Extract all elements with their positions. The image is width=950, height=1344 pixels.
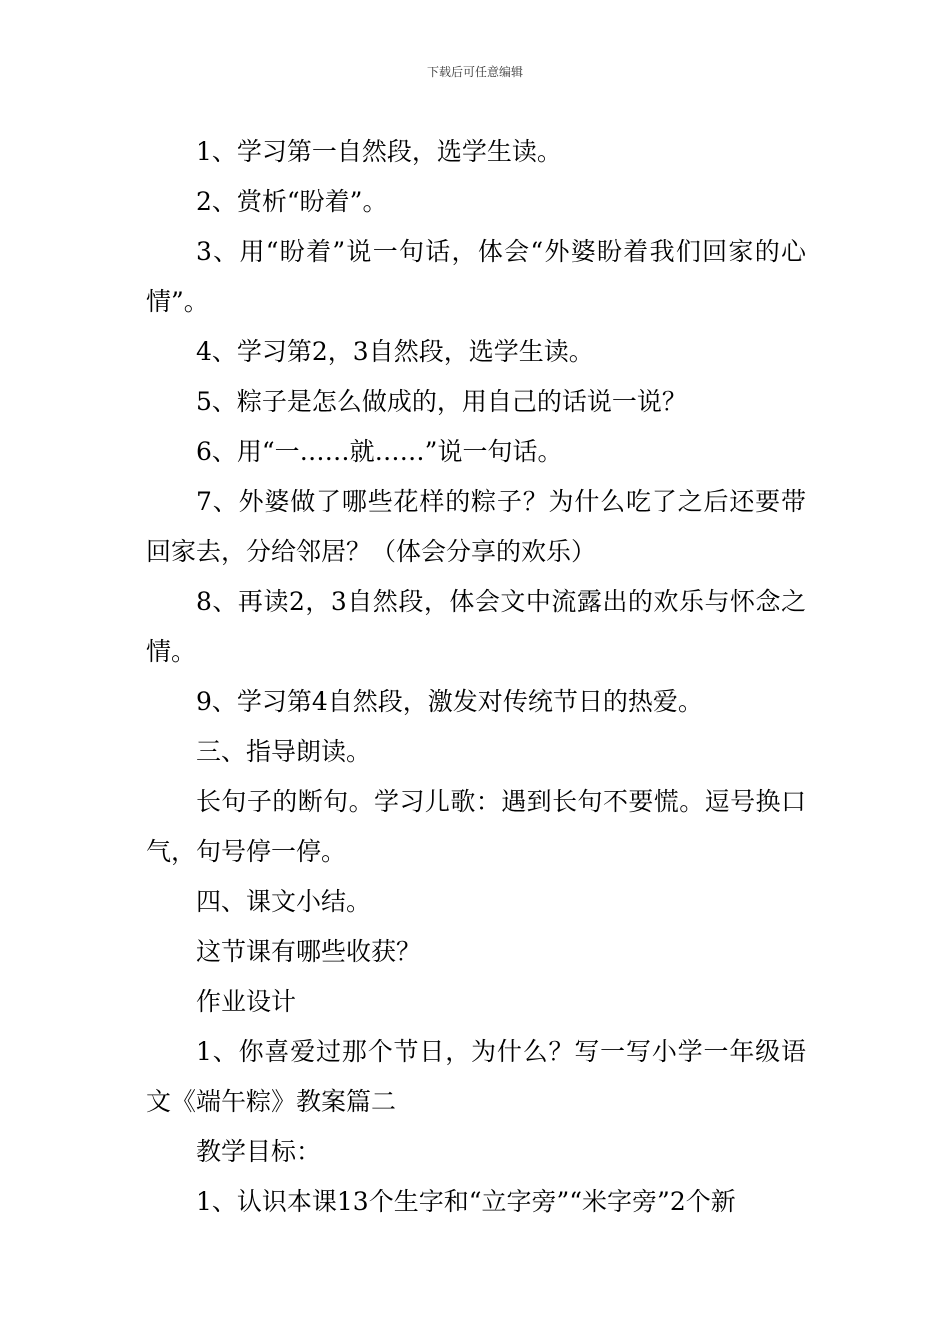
paragraph-step-7: 7、外婆做了哪些花样的粽子？为什么吃了之后还要带回家去，分给邻居？（体会分享的欢乐） xyxy=(146,487,806,566)
document-body xyxy=(146,127,806,1227)
section-heading-homework: 作业设计 xyxy=(196,987,297,1016)
paragraph-step-2: 2、赏析“盼着”。 xyxy=(196,187,388,216)
paragraph-homework-1: 1、你喜爱过那个节日，为什么？写一写小学一年级语文《端午粽》教案篇二 xyxy=(146,1037,806,1116)
paragraph-step-6: 6、用“一……就……”说一句话。 xyxy=(196,437,563,466)
section-heading-objectives: 教学目标： xyxy=(196,1137,322,1166)
paragraph-step-4: 4、学习第2，3自然段，选学生读。 xyxy=(196,337,594,366)
page-header: 下载后可任意编辑 xyxy=(426,65,523,79)
paragraph-step-3: 3、用“盼着”说一句话，体会“外婆盼着我们回家的心情”。 xyxy=(146,237,806,316)
section-heading-reading: 三、指导朗读。 xyxy=(196,737,372,766)
section-heading-summary: 四、课文小结。 xyxy=(196,887,372,916)
paragraph-reading-rhyme: 长句子的断句。学习儿歌：遇到长句不要慌。逗号换口气，句号停一停。 xyxy=(146,787,806,866)
paragraph-step-8: 8、再读2，3自然段，体会文中流露出的欢乐与怀念之情。 xyxy=(146,587,806,666)
paragraph-step-9: 9、学习第4自然段，激发对传统节日的热爱。 xyxy=(196,687,703,716)
paragraph-step-1: 1、学习第一自然段，选学生读。 xyxy=(196,137,562,166)
paragraph-objective-1: 1、认识本课13个生字和“立字旁”“米字旁”2个新 xyxy=(196,1187,736,1216)
paragraph-summary-question: 这节课有哪些收获？ xyxy=(196,937,422,966)
paragraph-step-5: 5、粽子是怎么做成的，用自己的话说一说？ xyxy=(196,387,687,416)
